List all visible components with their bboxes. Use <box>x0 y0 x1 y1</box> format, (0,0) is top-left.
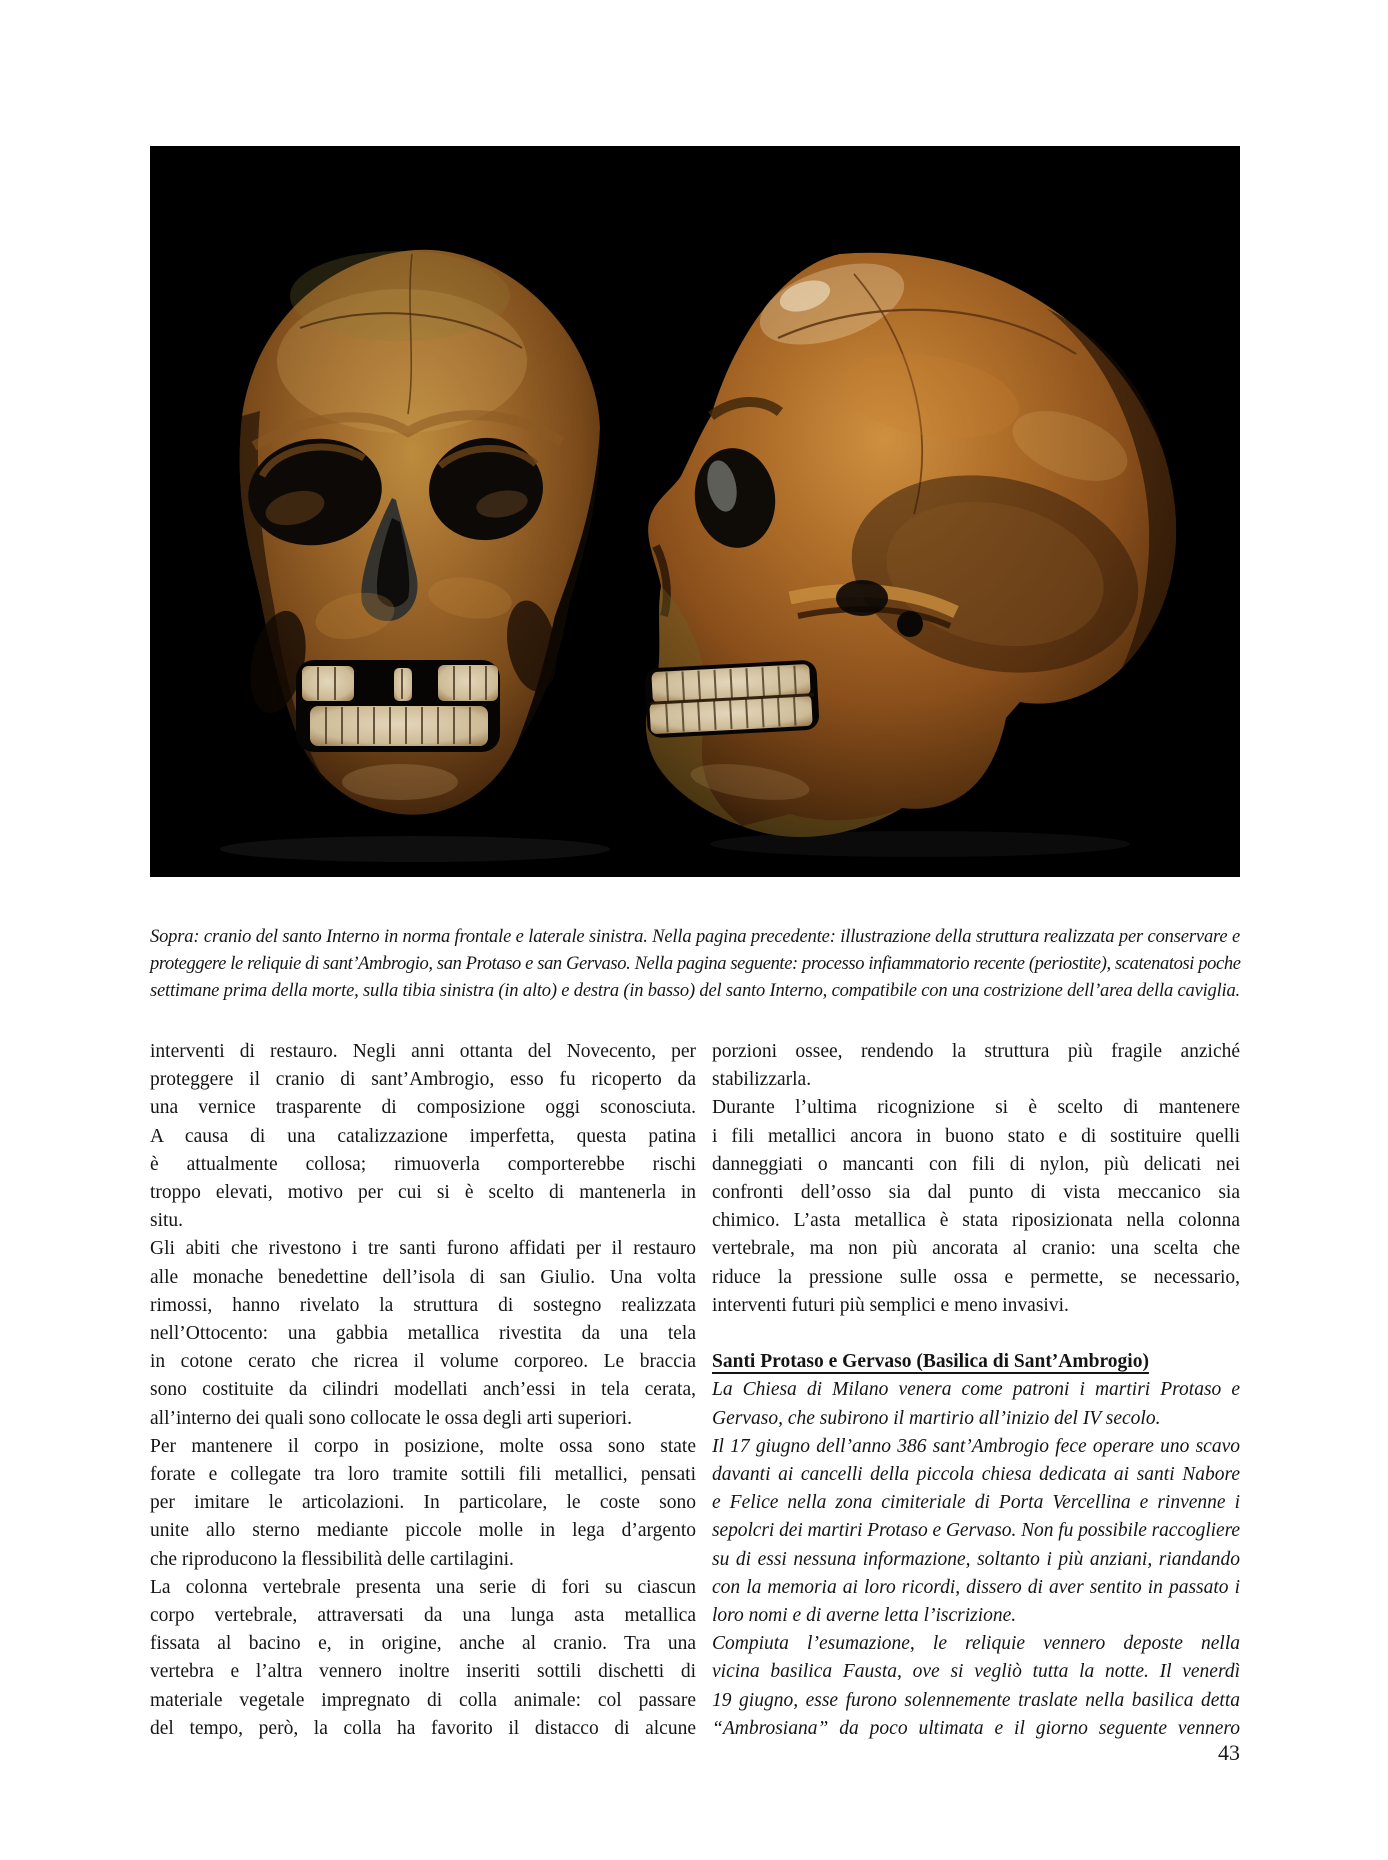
text-line: troppo elevati, motivo per cui si è scelto di mantenerla in <box>150 1182 696 1204</box>
text-line: situ. <box>150 1210 184 1232</box>
text-line: 19 giugno, esse furono solennemente traslate nella basilica detta <box>712 1689 1240 1711</box>
text-line: interventi futuri più semplici e meno invasivi. <box>712 1294 1069 1316</box>
text-line: confronti dell’osso sia dal punto di vista meccanico sia <box>712 1182 1240 1204</box>
text-line: una vernice trasparente di composizione oggi sconosciuta. <box>150 1097 696 1119</box>
text-line: in cotone cerato che ricrea il volume corporeo. Le braccia <box>150 1351 696 1373</box>
frontal-skull <box>240 250 601 815</box>
floor-shadow-left <box>220 836 610 862</box>
text-line: fissata al bacino e, in origine, anche al cranio. Tra una <box>150 1633 696 1655</box>
text-line: vicina basilica Fausta, ove si vegliò tutta la notte. Il venerdì <box>712 1661 1240 1683</box>
text-line: chimico. L’asta metallica è stata riposizionata nella colonna <box>712 1210 1240 1232</box>
text-line: alle monache benedettine dell’isola di san Giulio. Una volta <box>150 1266 696 1288</box>
text-line: vertebra e l’altra vennero inoltre inseriti sottili dischetti di <box>150 1661 696 1683</box>
text-line: Sopra: cranio del santo Interno in norma frontale e laterale sinistra. Nella pagina precedente: illustrazione della struttura realizzata per conservare e <box>150 927 1240 947</box>
text-line: “Ambrosiana” da poco ultimata e il giorno seguente vennero <box>712 1717 1240 1739</box>
body-column-right <box>712 1038 1240 1743</box>
text-line: La colonna vertebrale presenta una serie di fori su ciascun <box>150 1576 696 1598</box>
page-number: 43 <box>1218 1740 1240 1765</box>
text-line: danneggiati o mancanti con fili di nylon, più delicati nei <box>712 1153 1240 1175</box>
text-line: vertebrale, ma non più ancorata al cranio: una scelta che <box>712 1238 1240 1260</box>
text-line: La Chiesa di Milano venera come patroni i martiri Protaso e <box>712 1379 1240 1401</box>
text-line: all’interno dei quali sono collocate le ossa degli arti superiori. <box>150 1407 632 1429</box>
text-line: proteggere le reliquie di sant’Ambrogio, san Protaso e san Gervaso. Nella pagina seguente: processo infiammatorio recente (periostite), scatenatosi poche <box>150 954 1241 974</box>
text-line: Durante l’ultima ricognizione si è scelto di mantenere <box>712 1097 1240 1119</box>
text-line <box>712 1320 1240 1348</box>
text-line: stabilizzarla. <box>712 1069 812 1091</box>
text-line: A causa di una catalizzazione imperfetta, questa patina <box>150 1125 696 1147</box>
text-line: porzioni ossee, rendendo la struttura più fragile anziché <box>712 1041 1240 1062</box>
text-line: Gervaso, che subirono il martirio all’inizio del IV secolo. <box>712 1407 1161 1429</box>
text-line: sono costituite da cilindri modellati anch’essi in tela cerata, <box>150 1379 696 1401</box>
text-line: Per mantenere il corpo in posizione, molte ossa sono state <box>150 1435 696 1457</box>
relic-skulls-photo <box>150 146 1240 877</box>
text-line: loro nomi e di averne letta l’iscrizione. <box>712 1605 1017 1627</box>
text-line: è attualmente collosa; rimuoverla comporterebbe rischi <box>150 1153 696 1175</box>
text-line: per imitare le articolazioni. In particolare, le coste sono <box>150 1492 696 1514</box>
photo-caption <box>150 924 1240 1005</box>
text-line: Gli abiti che rivestono i tre santi furono affidati per il restauro <box>150 1238 696 1260</box>
text-line: Il 17 giugno dell’anno 386 sant’Ambrogio fece operare uno scavo <box>712 1435 1240 1457</box>
floor-shadow-right <box>710 831 1130 857</box>
text-line: con la memoria ai loro ricordi, dissero di aver sentito in passato i <box>712 1576 1240 1598</box>
text-line: nell’Ottocento: una gabbia metallica rivestita da una tela <box>150 1323 696 1345</box>
text-line: materiale vegetale impregnato di colla animale: col passare <box>150 1689 696 1711</box>
text-line: Compiuta l’esumazione, le reliquie vennero deposte nella <box>712 1633 1240 1655</box>
text-line: interventi di restauro. Negli anni ottanta del Novecento, per <box>150 1041 696 1062</box>
text-line: riduce la pressione sulle ossa e permette, se necessario, <box>712 1266 1240 1288</box>
text-line: forate e collegate tra loro tramite sottili fili metallici, pensati <box>150 1464 696 1486</box>
text-line: e Felice nella zona cimiteriale di Porta Vercellina e rinvenne i <box>712 1492 1240 1514</box>
text-line: settimane prima della morte, sulla tibia sinistra (in alto) e destra (in basso) del santo Interno, compatibile con una costrizione dell’area della caviglia. <box>150 981 1240 1001</box>
text-line: che riproducono la flessibilità delle cartilagini. <box>150 1548 514 1570</box>
skulls-illustration <box>150 146 1240 877</box>
text-line: sepolcri dei martiri Protaso e Gervaso. Non fu possibile raccogliere <box>712 1520 1240 1542</box>
text-line: i fili metallici ancora in buono stato e di sostituire quelli <box>712 1125 1240 1147</box>
section-heading: Santi Protaso e Gervaso (Basilica di Sant’Ambrogio) <box>712 1351 1149 1373</box>
body-column-left <box>150 1038 696 1743</box>
text-line: rimossi, hanno rivelato la struttura di sostegno realizzata <box>150 1294 696 1316</box>
text-line: unite allo sterno mediante piccole molle in lega d’argento <box>150 1520 696 1542</box>
text-line: su di essi nessuna informazione, soltanto i più anziani, riandando <box>712 1548 1240 1570</box>
text-line: proteggere il cranio di sant’Ambrogio, esso fu ricoperto da <box>150 1069 696 1091</box>
text-line: corpo vertebrale, attraversati da una lunga asta metallica <box>150 1605 696 1627</box>
lateral-skull <box>644 248 1176 837</box>
text-line: del tempo, però, la colla ha favorito il distacco di alcune <box>150 1717 696 1739</box>
text-line: davanti ai cancelli della piccola chiesa dedicata ai santi Nabore <box>712 1464 1240 1486</box>
